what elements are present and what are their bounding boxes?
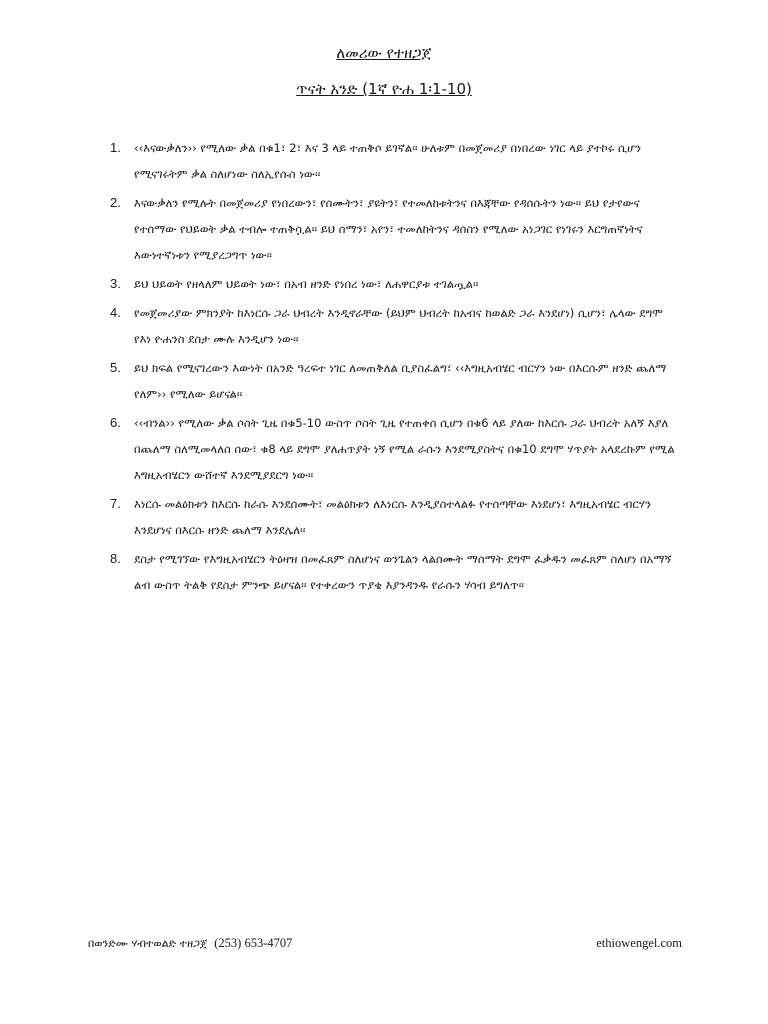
- list-item: [110, 410, 675, 488]
- item-text: እነርሱ መልዕክቱን ከእርሱ ከራሱ እንደሰሙት፣ መልዕክቱን ለእነርሱ እንዲያስተላልፉ የተሰጣቸው እነደሆነ፣ እግዚአብሄር ብርሃን እንደሆነና በእርሱ ዘንድ ጨለማ እንደሌለ፡፡: [134, 497, 651, 537]
- document-title: ለመሪው የተዘጋጀ: [336, 44, 432, 62]
- list-item: [110, 300, 675, 352]
- item-number: 8.: [110, 551, 121, 566]
- list-item: [110, 135, 675, 187]
- item-text: ‹‹እናውቃለን›› የሚለው ቃል በቁ1፣ 2፣ እና 3 ላይ ተጠቅሶ ይገኛል፡፡ ሁለቱም በመጀመሪያ በነበረው ነገር ላይ ያተኮሩ ሲሆን የሚናገሩትም ቃል ስለሆነው ስለኢየሱስ ነው፡፡: [134, 141, 642, 181]
- item-text: ይህ ክፍል የሚናገረውን እውነት በአንድ ዓረፍተ ነገር ለመጠቅለል ቢያስፈልግ፣ ‹‹እግዚአብሄር ብርሃን ነው በእርሱም ዘንድ ጨለማ የለም›› የሚለው ይሆናል፡፡: [134, 361, 667, 401]
- question-answer-list: [110, 135, 675, 601]
- item-text: ‹‹ብንል›› የሚለው ቃል ሶስት ጊዜ በቁ5-10 ውስጥ ሶስት ጊዜ የተጠቀሰ ሲሆን በቁ6 ላይ ያለው ከእርሱ ጋራ ህብረት አለኝ እያለ በጨለማ ስለሚመላለስ ሰው፣ ቁ8 ላይ ደግሞ ያለሐጥያት ነኝ የሚል ራሱን እንደሚያስትና በቁ10 ደግሞ ሃጥያት አላደረኩም የሚል እግዚአብሄርን ውሸተኛ እንደሚያደርግ ነው፡፡: [134, 416, 675, 482]
- list-item: [110, 271, 675, 297]
- item-text: ደስታ የሚገኘው የእግዚአብሄርን ትዕዛዝ በመፈጸም ስለሆነና ወንጌልን ላልሰሙት ማሰማት ደግሞ ፈቃዱን መፈጸም ስለሆነ በአማኝ ልብ ውስጥ ትልቅ የደስታ ምንጭ ይሆናል፡፡ የተቀረውን ጥያቄ እያንዳንዱ የራሱን ሃሳብ ይግለጥ፡፡: [134, 552, 672, 592]
- list-item: [110, 190, 675, 268]
- item-number: 6.: [110, 415, 121, 430]
- footer-website[interactable]: ethiowengel.com: [596, 936, 682, 950]
- footer-phone: (253) 653-4707: [214, 936, 293, 950]
- list-item: [110, 355, 675, 407]
- item-number: 3.: [110, 276, 121, 291]
- item-text: ይህ ህይወት የዘላለም ህይወት ነው፣ በአብ ዘንድ የነበረ ነው፣ ለሐዋርያቱ ተገልጧል፡፡: [134, 277, 479, 291]
- footer-author-label: በወንድሙ ሃብተወልድ ተዘጋጀ: [88, 937, 208, 950]
- item-number: 2.: [110, 195, 121, 210]
- item-number: 7.: [110, 496, 121, 511]
- list-item: [110, 491, 675, 543]
- list-item: [110, 546, 675, 598]
- item-number: 5.: [110, 360, 121, 375]
- footer-author: [88, 936, 292, 951]
- item-number: 1.: [110, 140, 121, 155]
- item-number: 4.: [110, 305, 121, 320]
- document-subtitle: ጥናት አንድ (1ኛ ዮሐ 1፡1-10): [296, 80, 472, 98]
- item-text: እናውቃለን የሚሉት በመጀመሪያ የነበረውን፣ የሰሙትን፣ ያዩትን፣ የተመለከቱትንና በእጃቸው የዳሰሱትን ነው፡፡ ይህ የታየውና የተሰማው የህይወት ቃል ተብሎ ተጠቅሷል፡፡ ይህ ሰማን፣ አየን፣ ተመለከትንና ዳሰስን የሚለው አነጋገር የነገሩን እርግጠኛነትና እውነተኛነቱን የሚያረጋግጥ ነው፡፡: [134, 196, 643, 262]
- item-text: የመጀመሪያው ምክንያት ከእነርሱ ጋራ ህብረት እንዲኖራቸው (ይህም ህብረት ከአብና ከወልድ ጋራ እንደሆነ) ሲሆን፣ ሌላው ደግሞ የእነ ዮሐንስ ደስታ ሙሉ እንዲሆን ነው፡፡: [134, 306, 663, 346]
